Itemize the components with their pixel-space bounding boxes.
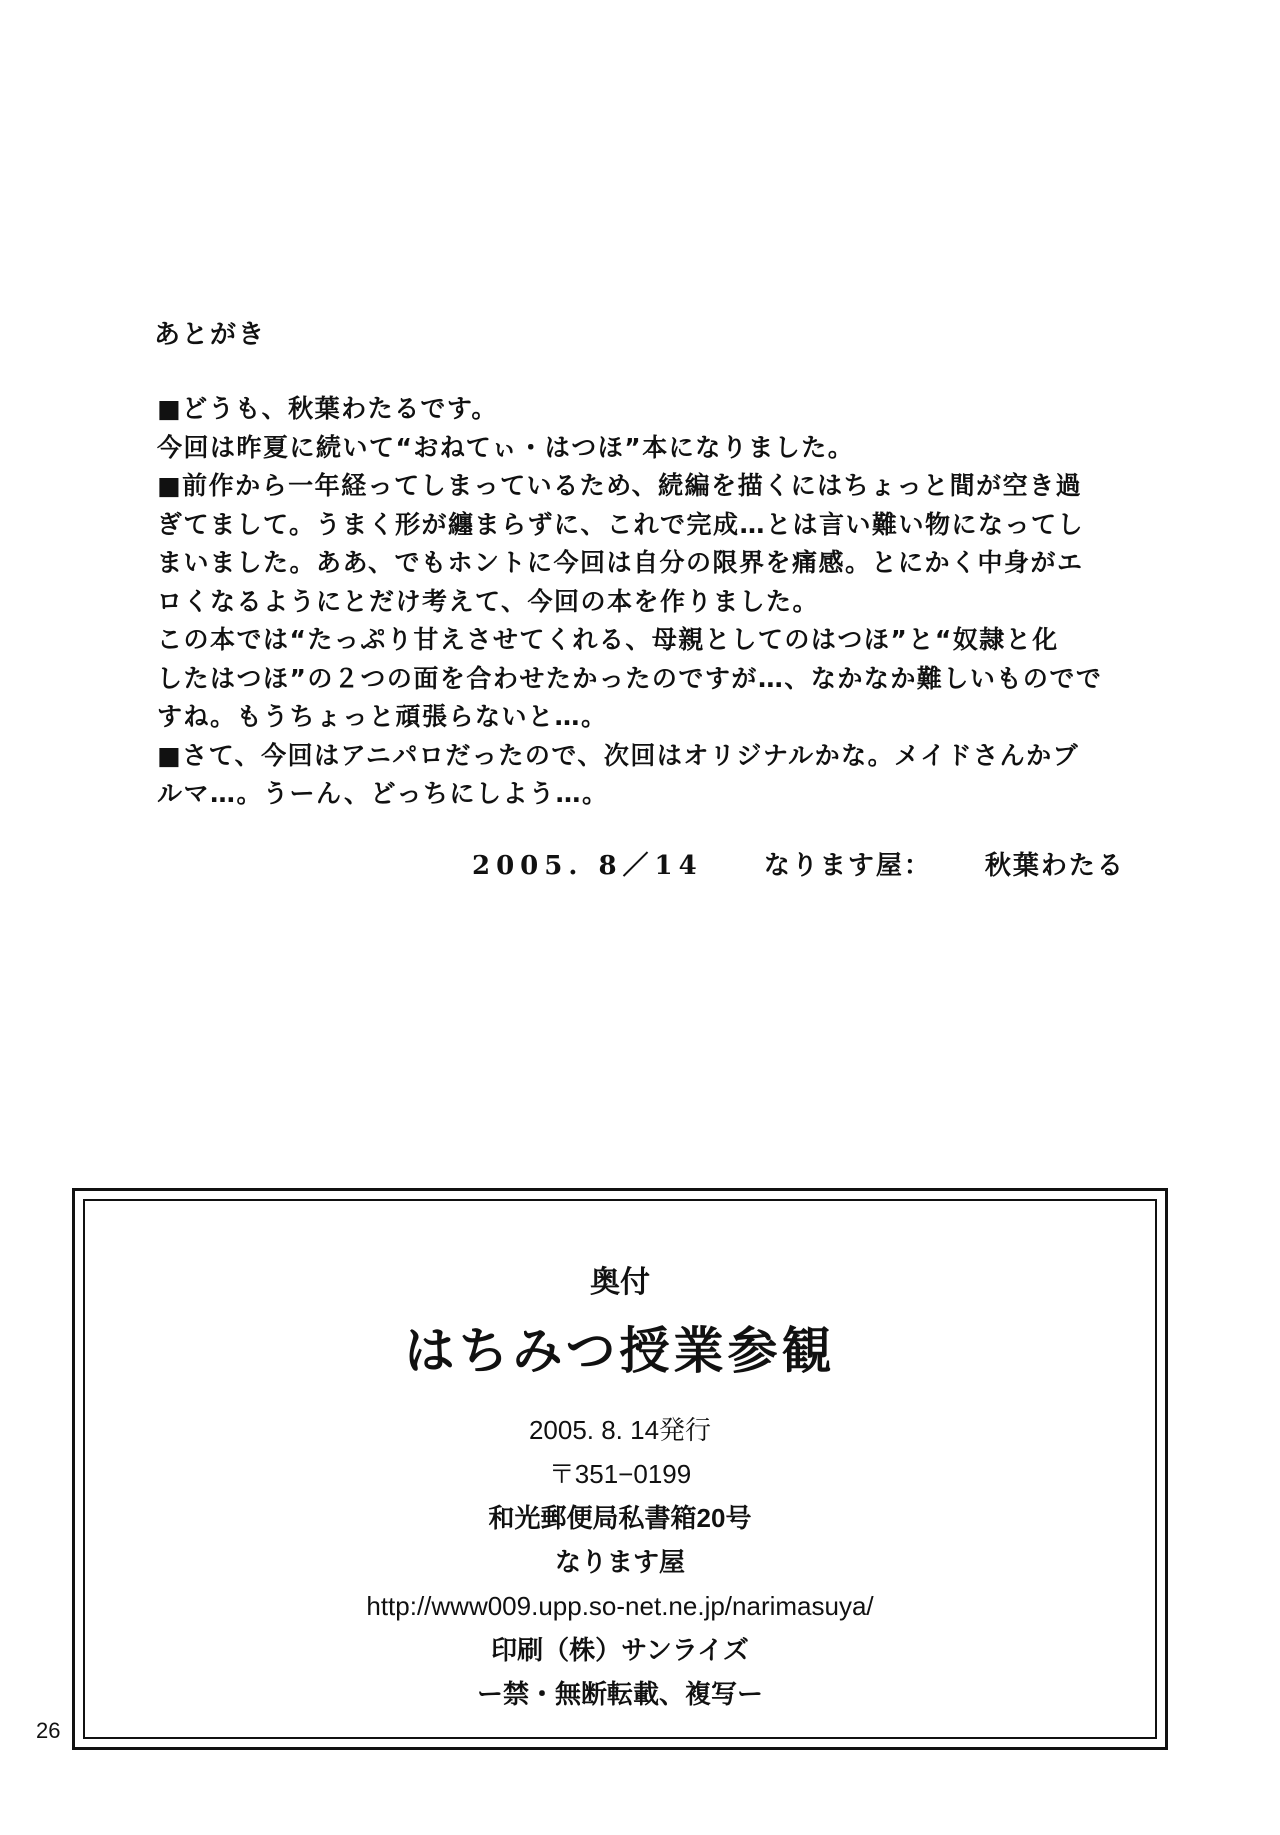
- afterword-title: あとがき: [154, 320, 267, 350]
- afterword-line: ■前作から一年経ってしまっているため、続編を描くにはちょっと間が空き過: [157, 471, 1083, 500]
- colophon-heading: 奥付: [590, 1265, 650, 1300]
- afterword-line: したはつほ”の２つの面を合わせたかったのですが…、なかなか難しいものでで: [157, 663, 1103, 693]
- colophon-details: [85, 1408, 1155, 1716]
- afterword-line: すね。もうちょっと頑張らないと…。: [157, 702, 608, 731]
- afterword-line: 今回は昨夏に続いて“おねてぃ・はつほ”本になりました。: [157, 432, 855, 462]
- colophon-address: 和光郵便局私書箱20号: [488, 1503, 752, 1533]
- colophon-title: はちみつ授業参観: [404, 1322, 836, 1380]
- afterword-body: [157, 390, 1103, 814]
- afterword-line: ぎてまして。うまく形が纏まらずに、これで完成…とは言い難い物になってし: [157, 509, 1085, 539]
- afterword-line: ■さて、今回はアニパロだったので、次回はオリジナルかな。メイドさんかブ: [157, 740, 1080, 770]
- afterword-line: ■どうも、秋葉わたるです。: [157, 394, 498, 423]
- signature-publisher: なります屋：: [763, 851, 932, 881]
- colophon-box: [72, 1188, 1168, 1750]
- signature-author: 秋葉わたる: [984, 851, 1125, 881]
- colophon-publisher: なります屋: [554, 1547, 685, 1577]
- colophon-postal-code: 〒351−0199: [548, 1459, 692, 1489]
- page-number: 26: [36, 1718, 61, 1743]
- colophon-url: http://www009.upp.so-net.ne.jp/narimasuya/: [366, 1591, 874, 1621]
- afterword-line: ルマ…。うーん、どっちにしよう…。: [157, 779, 609, 808]
- colophon-notice: ー禁・無断転載、複写ー: [476, 1679, 763, 1709]
- afterword-line: ロくなるようにとだけ考えて、今回の本を作りました。: [157, 586, 820, 616]
- colophon-inner-border: [83, 1199, 1157, 1739]
- afterword-line: まいました。ああ、でもホントに今回は自分の限界を痛感。とにかく中身がエ: [157, 548, 1084, 577]
- colophon-date: 2005. 8. 14発行: [528, 1415, 712, 1445]
- colophon-printer: 印刷（株）サンライズ: [491, 1635, 749, 1665]
- afterword-line: この本では“たっぷり甘えさせてくれる、母親としてのはつほ”と“奴隷と化: [157, 625, 1059, 654]
- afterword-signature: [472, 845, 1125, 882]
- signature-date: 2005. 8／14: [472, 851, 703, 881]
